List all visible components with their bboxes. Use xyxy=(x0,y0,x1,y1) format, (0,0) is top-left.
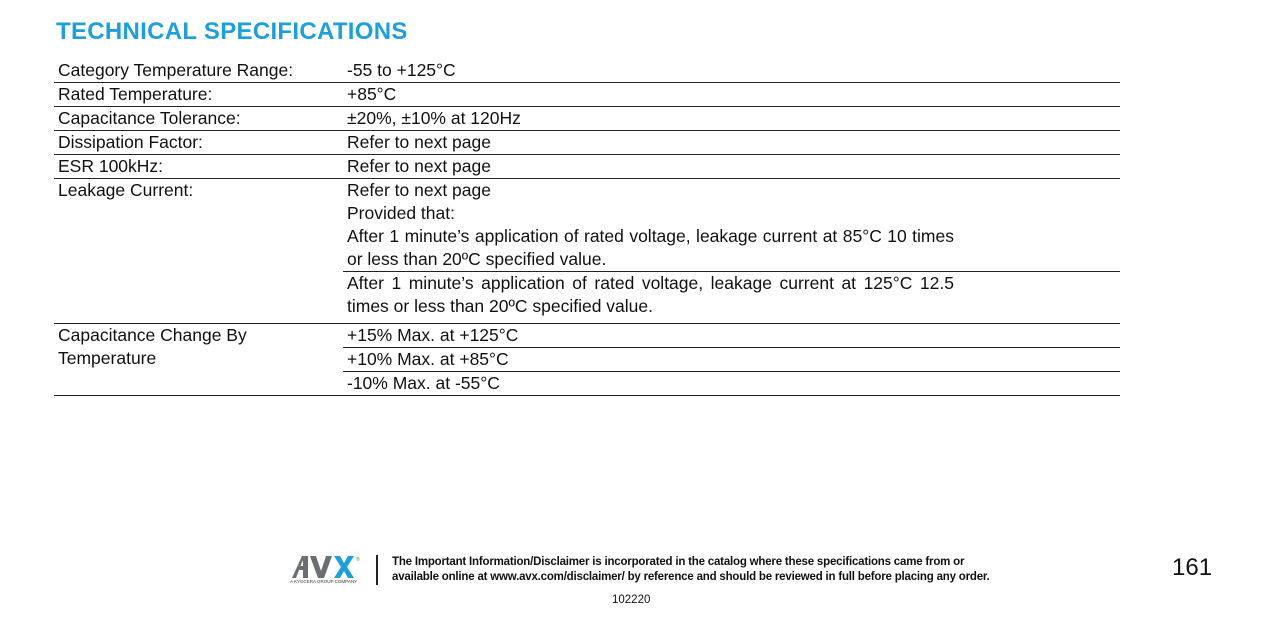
leakage-line-3: After 1 minute’s application of rated voltage, leakage current at 85°C 10 times or less than 20ºC specified value. xyxy=(347,226,954,269)
spec-row-capacitance-tolerance xyxy=(54,107,1120,131)
spec-label: Capacitance Change By Temperature xyxy=(54,324,343,396)
footer-divider xyxy=(376,555,378,585)
spec-row-esr xyxy=(54,155,1120,179)
page-number: 161 xyxy=(1172,554,1213,581)
logo-subtext: A KYOCERA GROUP COMPANY xyxy=(290,579,358,584)
spec-label: Capacitance Tolerance: xyxy=(54,107,343,131)
spec-value: +85°C xyxy=(343,83,1120,107)
spec-value: -55 to +125°C xyxy=(343,59,1120,83)
spec-label: ESR 100kHz: xyxy=(54,155,343,179)
spec-value: +10% Max. at +85°C xyxy=(343,348,1120,372)
disclaimer-line-1: The Important Information/Disclaimer is incorporated in the catalog where these specifications came from or xyxy=(392,556,965,568)
specifications-table xyxy=(54,59,1120,396)
document-code: 102220 xyxy=(612,594,651,606)
spec-row-dissipation-factor xyxy=(54,131,1120,155)
avx-logo xyxy=(290,554,362,586)
leakage-line-2: Provided that: xyxy=(347,203,455,223)
leakage-line-4: After 1 minute’s application of rated voltage, leakage current at 125°C 12.5 times or less than 20ºC specified value. xyxy=(347,273,954,316)
spec-label: Category Temperature Range: xyxy=(54,59,343,83)
avx-logo-mark xyxy=(290,554,362,580)
spec-value: +15% Max. at +125°C xyxy=(343,324,1120,348)
spec-label: Leakage Current: xyxy=(54,179,343,324)
footer xyxy=(290,552,1010,588)
disclaimer-line-2: available online at www.avx.com/disclaimer/ by reference and should be reviewed in full before placing any order. xyxy=(392,571,990,583)
section-title: TECHNICAL SPECIFICATIONS xyxy=(56,18,408,45)
spec-value: -10% Max. at -55°C xyxy=(343,372,1120,396)
spec-row-rated-temperature xyxy=(54,83,1120,107)
leakage-line-1: Refer to next page xyxy=(347,180,491,200)
disclaimer-text xyxy=(392,555,990,585)
spec-row-category-temperature xyxy=(54,59,1120,83)
spec-value-leakage-125 xyxy=(343,272,1120,324)
spec-label: Rated Temperature: xyxy=(54,83,343,107)
spec-value: ±20%, ±10% at 120Hz xyxy=(343,107,1120,131)
spec-value-leakage-85 xyxy=(343,179,1120,272)
svg-text:®: ® xyxy=(356,557,360,563)
spec-row-leakage-current xyxy=(54,179,1120,272)
spec-row-capacitance-change xyxy=(54,324,1120,348)
spec-label: Dissipation Factor: xyxy=(54,131,343,155)
spec-value: Refer to next page xyxy=(343,155,1120,179)
spec-value: Refer to next page xyxy=(343,131,1120,155)
